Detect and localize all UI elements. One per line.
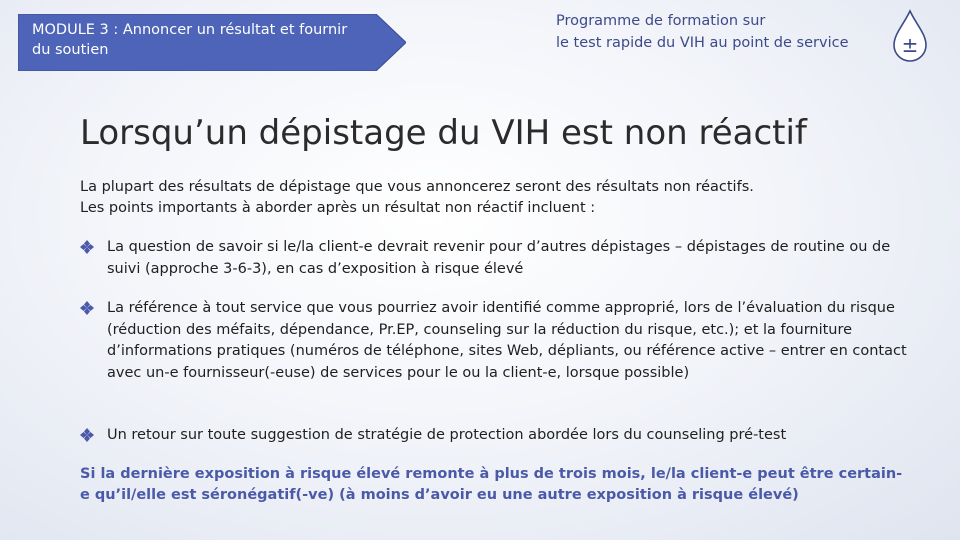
- plus-minus-glyph: ±: [901, 33, 919, 57]
- bullet-text: La question de savoir si le/la client-e devrait revenir pour d’autres dépistages – dépistages de routine ou de suivi (approche 3-6-3), en cas d’exposition à risque élevé: [107, 239, 891, 277]
- diamond-bullet-icon: [80, 428, 94, 442]
- module-label: MODULE 3 : Annoncer un résultat et fournir du soutien: [32, 22, 348, 58]
- highlight-note: Si la dernière exposition à risque élevé remonte à plus de trois mois, le/la client-e peut être certain-e qu’il/elle est séronégatif(-ve) (à moins d’avoir eu une autre exposition à risque élevé): [80, 466, 903, 503]
- program-title: [556, 10, 896, 54]
- intro-text: [80, 177, 920, 219]
- intro-line-2: Les points importants à aborder après un résultat non réactif incluent :: [80, 200, 596, 216]
- bullet-item: [80, 298, 910, 384]
- bullet-item: [80, 425, 910, 447]
- bullet-text: Un retour sur toute suggestion de stratégie de protection abordée lors du counseling pré-test: [107, 427, 787, 443]
- slide-title: Lorsqu’un dépistage du VIH est non réactif: [80, 113, 807, 153]
- program-title-line2: le test rapide du VIH au point de service: [556, 35, 849, 51]
- module-banner: [18, 14, 406, 71]
- diamond-bullet-icon: [80, 240, 94, 254]
- bullet-item: [80, 237, 910, 280]
- bullet-text: La référence à tout service que vous pourriez avoir identifié comme approprié, lors de l’évaluation du risque (réduction des méfaits, dépendance, Pr.EP, counseling sur la réduction du risque, etc.); et la fourniture d’informations pratiques (numéros de téléphone, sites Web, dépliants, ou référence active – entrer en contact avec un-e fournisseur(-euse) de services pour le ou la client-e, lorsque possible): [107, 300, 907, 381]
- drop-plus-minus-icon: [890, 8, 930, 64]
- diamond-bullet-icon: [80, 301, 94, 315]
- program-title-line1: Programme de formation sur: [556, 13, 766, 29]
- intro-line-1: La plupart des résultats de dépistage que vous annoncerez seront des résultats non réactifs.: [80, 179, 754, 195]
